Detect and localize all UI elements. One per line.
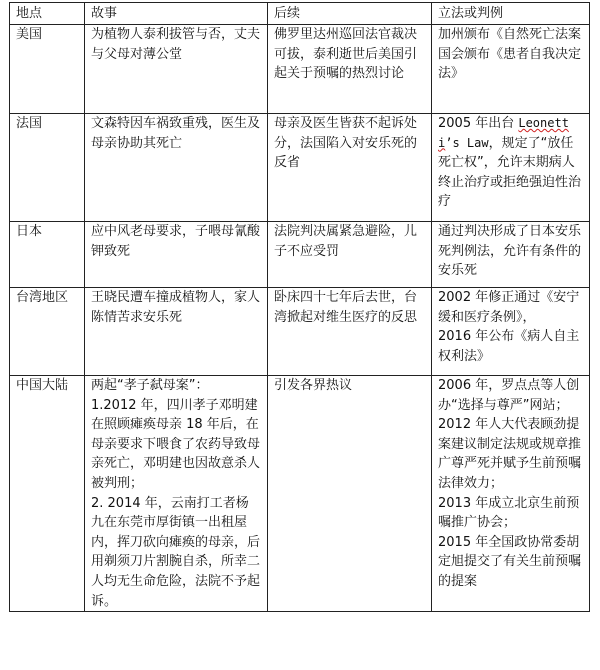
law-cell (432, 376, 590, 612)
table-row-mainland-china (10, 376, 590, 612)
followup-cell: 法院判决属紧急避险，儿子不应受罚 (268, 222, 432, 288)
place-cell: 中国大陆 (10, 376, 85, 612)
followup-cell: 佛罗里达州巡回法官裁决可拔，泰利逝世后美国引起关于预嘱的热烈讨论 (268, 25, 432, 114)
story-line: 2. 2014 年，云南打工者杨九在东莞市厚街镇一出租屋内，挥刀砍向瘫痪的母亲，后用剃须刀片割腕自杀，所幸二人均无生命危险，法院不予起诉。 (91, 495, 261, 609)
place-cell: 美国 (10, 25, 85, 114)
law-cell (432, 288, 590, 376)
table-row-taiwan (10, 288, 590, 376)
story-line: 两起“孝子弑母案”： (91, 378, 209, 393)
law-line: 加州颁布《自然死亡法案 (438, 27, 582, 42)
table-row-usa (10, 25, 590, 114)
law-line: 2013 年成立北京生前预嘱推广协会； (438, 495, 580, 531)
law-text-pre: 2005 年出台 (438, 116, 519, 131)
law-line: 2006 年，罗点点等人创办“选择与尊严”网站； (438, 378, 580, 413)
story-cell: 王晓民遭车撞成植物人，家人陈情苦求安乐死 (85, 288, 268, 376)
table-row-france (10, 114, 590, 222)
followup-cell: 卧床四十七年后去世，台湾掀起对维生医疗的反思 (268, 288, 432, 376)
law-line: 2012 年人大代表顾劲提案建议制定法规或规章推广尊严死并赋予生前预嘱法律效力； (438, 417, 582, 491)
followup-cell: 引发各界热议 (268, 376, 432, 612)
story-cell: 为植物人泰利拔管与否，丈夫与父母对薄公堂 (85, 25, 268, 114)
law-name-latin: Leonetti (438, 116, 569, 150)
header-followup: 后续 (268, 3, 432, 25)
law-line: 2002 年修正通过《安宁缓和医疗条例》， (438, 290, 580, 325)
followup-cell: 母亲及医生皆获不起诉处分，法国陷入对安乐死的反省 (268, 114, 432, 222)
law-line: 2016 年公布《病人自主权利法》 (438, 329, 580, 364)
law-text-post: ，规定了“放任死亡权”，允许末期病人终止治疗或拒绝强迫性治疗 (438, 135, 582, 210)
header-story: 故事 (85, 3, 268, 25)
story-cell: 文森特因车祸致重残，医生及母亲协助其死亡 (85, 114, 268, 222)
place-cell: 台湾地区 (10, 288, 85, 376)
law-cell (432, 114, 590, 222)
header-law: 立法或判例 (432, 3, 590, 25)
header-place: 地点 (10, 3, 85, 25)
story-cell (85, 376, 268, 612)
euthanasia-cases-table (9, 2, 590, 612)
table-header-row (10, 3, 590, 25)
story-line: 1.2012 年，四川孝子邓明建在照顾瘫痪母亲 18 年后，在母亲要求下喂食了农药导致母亲死亡，邓明建也因故意杀人被判刑； (91, 397, 261, 491)
table-row-japan (10, 222, 590, 288)
law-line: 国会颁布《患者自我决定法》 (438, 46, 582, 82)
place-cell: 日本 (10, 222, 85, 288)
law-cell (432, 25, 590, 114)
law-line: 2015 年全国政协常委胡定旭提交了有关生前预嘱的提案 (438, 534, 582, 589)
law-cell: 通过判决形成了日本安乐死判例法，允许有条件的安乐死 (432, 222, 590, 288)
law-name-suffix: ’s Law (445, 135, 489, 150)
story-cell: 应中风老母要求，子喂母氰酸钾致死 (85, 222, 268, 288)
place-cell: 法国 (10, 114, 85, 222)
